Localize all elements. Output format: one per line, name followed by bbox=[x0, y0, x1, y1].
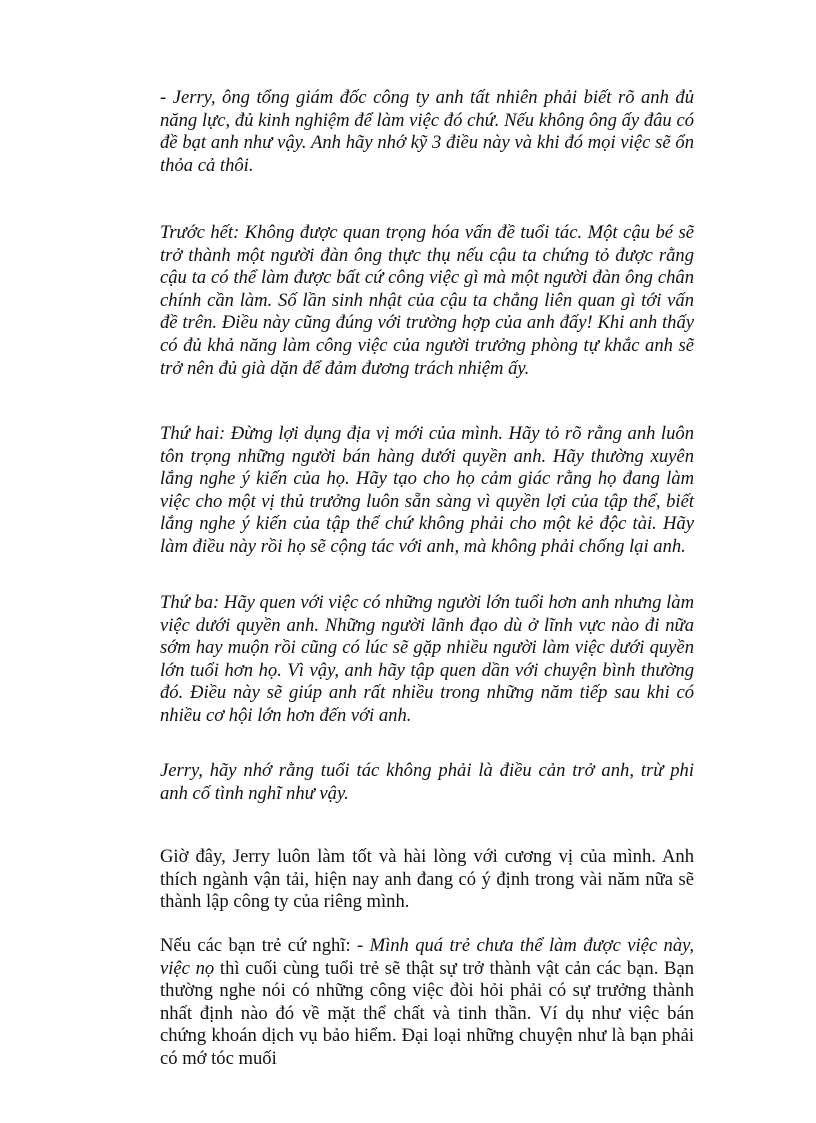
paragraph-jerry-reminder: Jerry, hãy nhớ rằng tuổi tác không phải là điều cản trở anh, trừ phi anh cố tình nghĩ như vậy. bbox=[160, 760, 694, 804]
paragraph-second-point: Thứ hai: Đừng lợi dụng địa vị mới của mình. Hãy tỏ rõ rằng anh luôn tôn trọng những người bán hàng dưới quyền anh. Hãy thường xuyên lắng nghe ý kiến của họ. Hãy tạo cho họ cảm giác rằng họ đang làm việc cho một vị thủ trưởng luôn sẵn sàng vì quyền lợi của tập thể, biết lắng nghe ý kiến của tập thể chứ không phải cho một kẻ độc tài. Hãy làm điều này rồi họ sẽ cộng tác với anh, mà không phải chống lại anh. bbox=[160, 423, 694, 557]
paragraph-young-people-quote: Mình quá trẻ chưa thể làm được việc này, việc nọ bbox=[160, 935, 694, 979]
paragraph-young-people-lead: Nếu các bạn trẻ cứ nghĩ: - bbox=[160, 935, 370, 956]
paragraph-jerry-now: Giờ đây, Jerry luôn làm tốt và hài lòng với cương vị của mình. Anh thích ngành vận tải, hiện nay anh đang có ý định trong vài năm nữa sẽ thành lập công ty của riêng mình. bbox=[160, 846, 694, 913]
paragraph-young-people-rest: thì cuối cùng tuổi trẻ sẽ thật sự trở thành vật cản các bạn. Bạn thường nghe nói có những công việc đòi hỏi phải có sự trưởng thành nhất định nào đó về mặt thể chất và tinh thần. Ví dụ như việc bán chứng khoán dịch vụ bảo hiểm. Đại loại những chuyện như là bạn phải có mớ tóc muối bbox=[160, 957, 694, 1069]
paragraph-jerry-advice-intro: - Jerry, ông tổng giám đốc công ty anh tất nhiên phải biết rõ anh đủ năng lực, đủ kinh nghiệm để làm việc đó chứ. Nếu không ông ấy đâu có đề bạt anh như vậy. Anh hãy nhớ kỹ 3 điều này và khi đó mọi việc sẽ ổn thỏa cả thôi. bbox=[160, 87, 694, 176]
paragraph-first-point: Trước hết: Không được quan trọng hóa vấn đề tuổi tác. Một cậu bé sẽ trở thành một người đàn ông thực thụ nếu cậu ta chứng tỏ được rằng cậu ta có thể làm được bất cứ công việc gì mà một người đàn ông chân chính cần làm. Số lần sinh nhật của cậu ta chẳng liên quan gì tới vấn đề trên. Điều này cũng đúng với trường hợp của anh đấy! Khi anh thấy có đủ khả năng làm công việc của người trưởng phòng tự khắc anh sẽ trở nên đủ già dặn để đảm đương trách nhiệm ấy. bbox=[160, 222, 694, 379]
paragraph-third-point: Thứ ba: Hãy quen với việc có những người lớn tuổi hơn anh nhưng làm việc dưới quyền anh. Những người lãnh đạo dù ở lĩnh vực nào đi nữa sớm hay muộn rồi cũng có lúc sẽ gặp nhiều người làm việc dưới quyền lớn tuổi hơn họ. Vì vậy, anh hãy tập quen dần với chuyện bình thường đó. Điều này sẽ giúp anh rất nhiều trong những năm tiếp sau khi có nhiều cơ hội lớn hơn đến với anh. bbox=[160, 592, 694, 726]
paragraph-young-people bbox=[160, 935, 694, 1071]
